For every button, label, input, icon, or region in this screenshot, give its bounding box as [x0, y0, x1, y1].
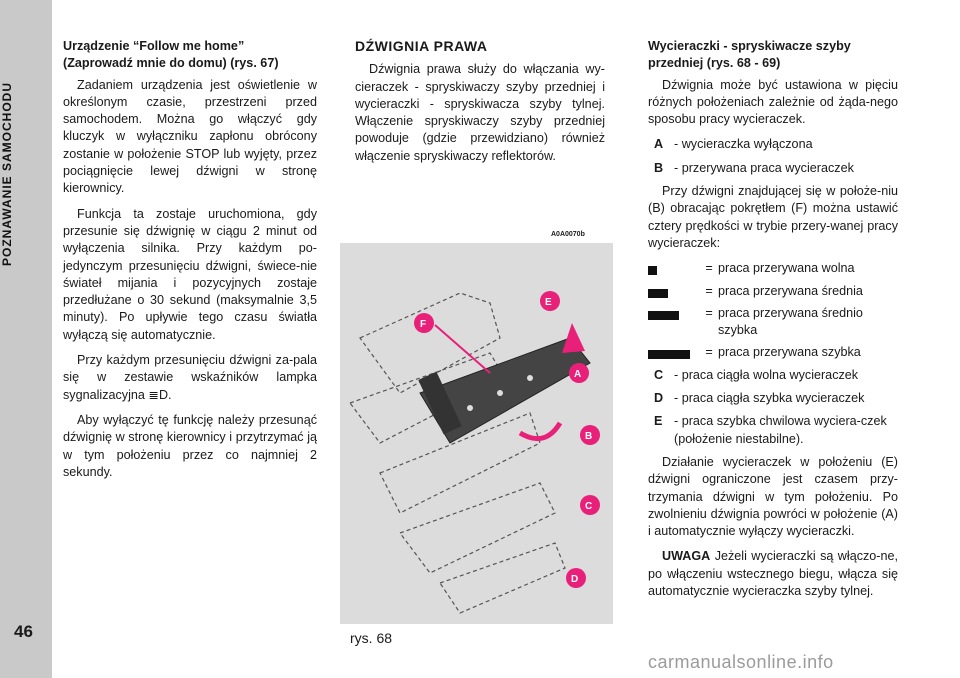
right-lever-paragraph: Dźwignia prawa służy do włączania wy-cieraczek - spryskiwaczy szyby przedniej i wycieraczki - spryskiwacza szyby tylnej. Włączenie spryskiwaczy szyby przedniej powoduje (gdzie przewidziano) również włączenie spryskiwaczy reflektorów. — [355, 62, 605, 163]
follow-me-home-paragraph-4: Aby wyłączyć tę funkcję należy przesunąć dźwignię w stronę kierownicy i przytrzymać ją w tym położeniu przez co najmniej 2 sekundy. — [63, 412, 317, 479]
speed-bars-icon — [648, 308, 700, 318]
wipers-paragraph-1: Dźwignia może być ustawiona w pięciu różnych położeniach zależnie od żąda-nego sposobu pracy wycieraczek. — [648, 77, 898, 127]
wipers-paragraph-3: Działanie wycieraczek w położeniu (E) dźwigni ograniczone jest czasem przy-trzymania dźwigni w tym położeniu. Po zwolnieniu dźwignia powróci w położenie (A) i automatycznie wyłączy wycieraczki. — [648, 454, 898, 539]
svg-text:A: A — [574, 369, 582, 380]
wiper-position-a: A - wycieraczka wyłączona — [654, 137, 813, 152]
follow-me-home-paragraph-1: Zadaniem urządzenia jest oświetlenie w określonym czasie, przestrzeni przed samochodem. Można go włączyć gdy kluczyk w wyłączniku zapłonu obrócony zostanie w położenie STOP lub wyjęty, przez pociągnięcie lewej dźwigni w stronę kierownicy. — [63, 77, 317, 196]
figure-caption: rys. 68 — [350, 630, 393, 646]
svg-text:C: C — [585, 501, 593, 512]
wiper-position-c: C - praca ciągła wolna wycieraczek — [654, 367, 859, 382]
column-follow-me-home — [63, 38, 317, 489]
note-text: Jeżeli wycieraczki są włączo-ne, po włączeniu wstecznego biegu, włącza się automatycznie wycieraczka szyby tylnej. — [648, 549, 899, 599]
wipers-paragraph-2: Przy dźwigni znajdującej się w położe-niu (B) obracając pokrętłem (F) można ustawić cztery prędkości w trybie przery-wanej pracy wycieraczek: — [648, 184, 898, 250]
wipers-heading: Wycieraczki - spryskiwacze szyby przedniej (rys. 68 - 69) — [648, 39, 851, 71]
wiper-position-e: E - praca szybka chwilowa wyciera-czek (położenie niestabilne). — [654, 414, 887, 446]
figure-code: A0A0070b — [551, 231, 585, 238]
svg-text:F: F — [420, 319, 427, 330]
wiper-position-d: D - praca ciągła szybka wycieraczek — [654, 391, 865, 406]
page-number: 46 — [14, 622, 33, 641]
follow-me-home-paragraph-2: Funkcja ta zostaje uruchomiona, gdy przesunie się dźwignię w ciągu 2 minut od wyłączenia silnika. Przy każdym po-jedynczym przesunięciu dźwigni, świece-nie świateł mijania i pozycyjnych zostaje przedłużane o 30 sekund (maksymalnie 3,5 minuty). Po upływie tego czasu światła wyłączą się automatycznie. — [63, 206, 317, 342]
lever-figure — [340, 243, 613, 624]
wiper-position-b: B - przerywana praca wycieraczek — [654, 160, 854, 175]
speed-bars-icon — [648, 263, 700, 273]
follow-me-home-paragraph-3: Przy każdym przesunięciu dźwigni za-pala się w zestawie wskaźników lampka sygnalizacyjna ≣D. — [63, 353, 317, 402]
watermark: carmanualsonline.info — [648, 652, 834, 672]
section-title: POZNAWANIE SAMOCHODU — [0, 82, 14, 267]
wipers-note — [648, 548, 898, 600]
follow-me-home-heading: Urządzenie “Follow me home” (Zaprowadź mnie do domu) (rys. 67) — [63, 39, 279, 71]
speed-row: = praca przerywana wolna — [648, 260, 898, 277]
note-label: UWAGA — [662, 549, 711, 564]
column-right-lever — [355, 38, 605, 173]
lever-illustration — [340, 243, 613, 624]
speed-bars-icon — [648, 347, 700, 357]
speed-row: = praca przerywana szybka — [648, 344, 898, 361]
column-wipers — [648, 38, 898, 608]
speed-row: = praca przerywana średnio szybka — [648, 305, 898, 340]
svg-text:B: B — [585, 431, 593, 442]
svg-text:E: E — [545, 297, 552, 308]
speed-bars-icon — [648, 286, 700, 296]
speed-row: = praca przerywana średnia — [648, 283, 898, 300]
sidebar — [0, 0, 52, 678]
svg-text:D: D — [571, 574, 579, 585]
right-lever-heading: DŹWIGNIA PRAWA — [355, 38, 488, 54]
